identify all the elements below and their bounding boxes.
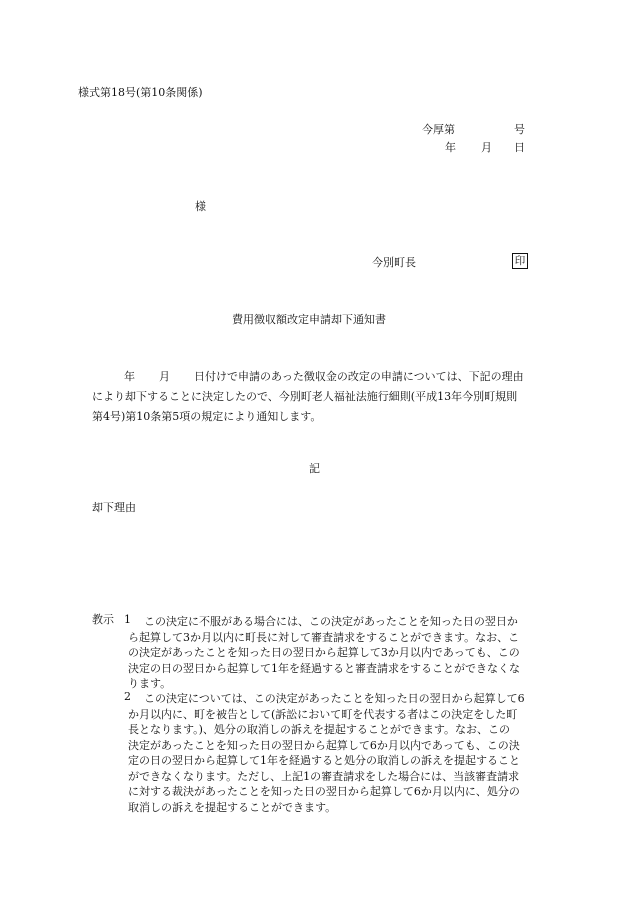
date-day-label: 日	[514, 141, 525, 154]
body-line: により却下することに決定したので、今別町老人福祉法施行細則(平成13年今別町規則	[92, 390, 518, 403]
notice-item-line: 定の日の翌日から起算して1年を経過すると処分の取消しの訴えを提起すること	[128, 754, 520, 767]
notice-item-line: 決定があったことを知った日の翌日から起算して6か月以内であっても、この決	[128, 738, 520, 752]
ki-heading: 記	[309, 462, 320, 475]
notice-item-line: ります。	[128, 677, 172, 690]
notice-item-line: に対する裁決があったことを知った日の翌日から起算して6か月以内に、処分の	[128, 785, 520, 798]
body-line1-text: 日付けで申請のあった徴収金の改定の申請については、下記の理由	[194, 370, 524, 383]
notice-item-line: 長となります。)、処分の取消しの訴えを提起することができます。なお、この	[128, 723, 511, 736]
seal-stamp: 印	[512, 253, 528, 269]
body-line: 第4号)第10条第5項の規定により通知します。	[92, 410, 322, 423]
notice-item-line: ら起算して3か月以内に町長に対して審査請求をすることができます。なお、こ	[128, 630, 520, 644]
date-month-label: 月	[481, 141, 492, 154]
addressee-honorific: 様	[195, 200, 206, 213]
notice-item-line: 決定の日の翌日から起算して1年を経過すると審査請求をすることができなくな	[128, 661, 520, 675]
document-number-prefix: 今厚第	[422, 123, 455, 136]
notice-item-line: この決定については、この決定があったことを知った日の翌日から起算して6	[144, 692, 525, 705]
notice-item-line: 取消しの訴えを提起することができます。	[128, 800, 337, 814]
notice-item-line: この決定に不服がある場合には、この決定があったことを知った日の翌日か	[144, 615, 518, 628]
form-number: 様式第18号(第10条関係)	[78, 86, 203, 99]
issuer-title: 今別町長	[372, 256, 416, 269]
notice-item-line: の決定があったことを知った日の翌日から起算して3か月以内であっても、この	[128, 646, 520, 659]
notice-item-number: 2	[124, 690, 131, 703]
notice-item-line: か月以内に、町を被告として(訴訟において町を代表する者はこの決定をした町	[128, 707, 518, 721]
rejection-reason-label: 却下理由	[92, 501, 136, 514]
notice-item-line: ができなくなります。ただし、上記1の審査請求をした場合には、当該審査請求	[128, 769, 520, 783]
notice-label: 教示	[92, 613, 114, 626]
body-month-label: 月	[159, 370, 170, 383]
body-line	[92, 367, 528, 387]
notice-item-number: 1	[124, 613, 131, 626]
document-title: 費用徴収額改定申請却下通知書	[232, 313, 386, 326]
date-year-label: 年	[445, 141, 456, 154]
body-year-label: 年	[124, 370, 135, 383]
document-number-suffix: 号	[514, 123, 525, 136]
